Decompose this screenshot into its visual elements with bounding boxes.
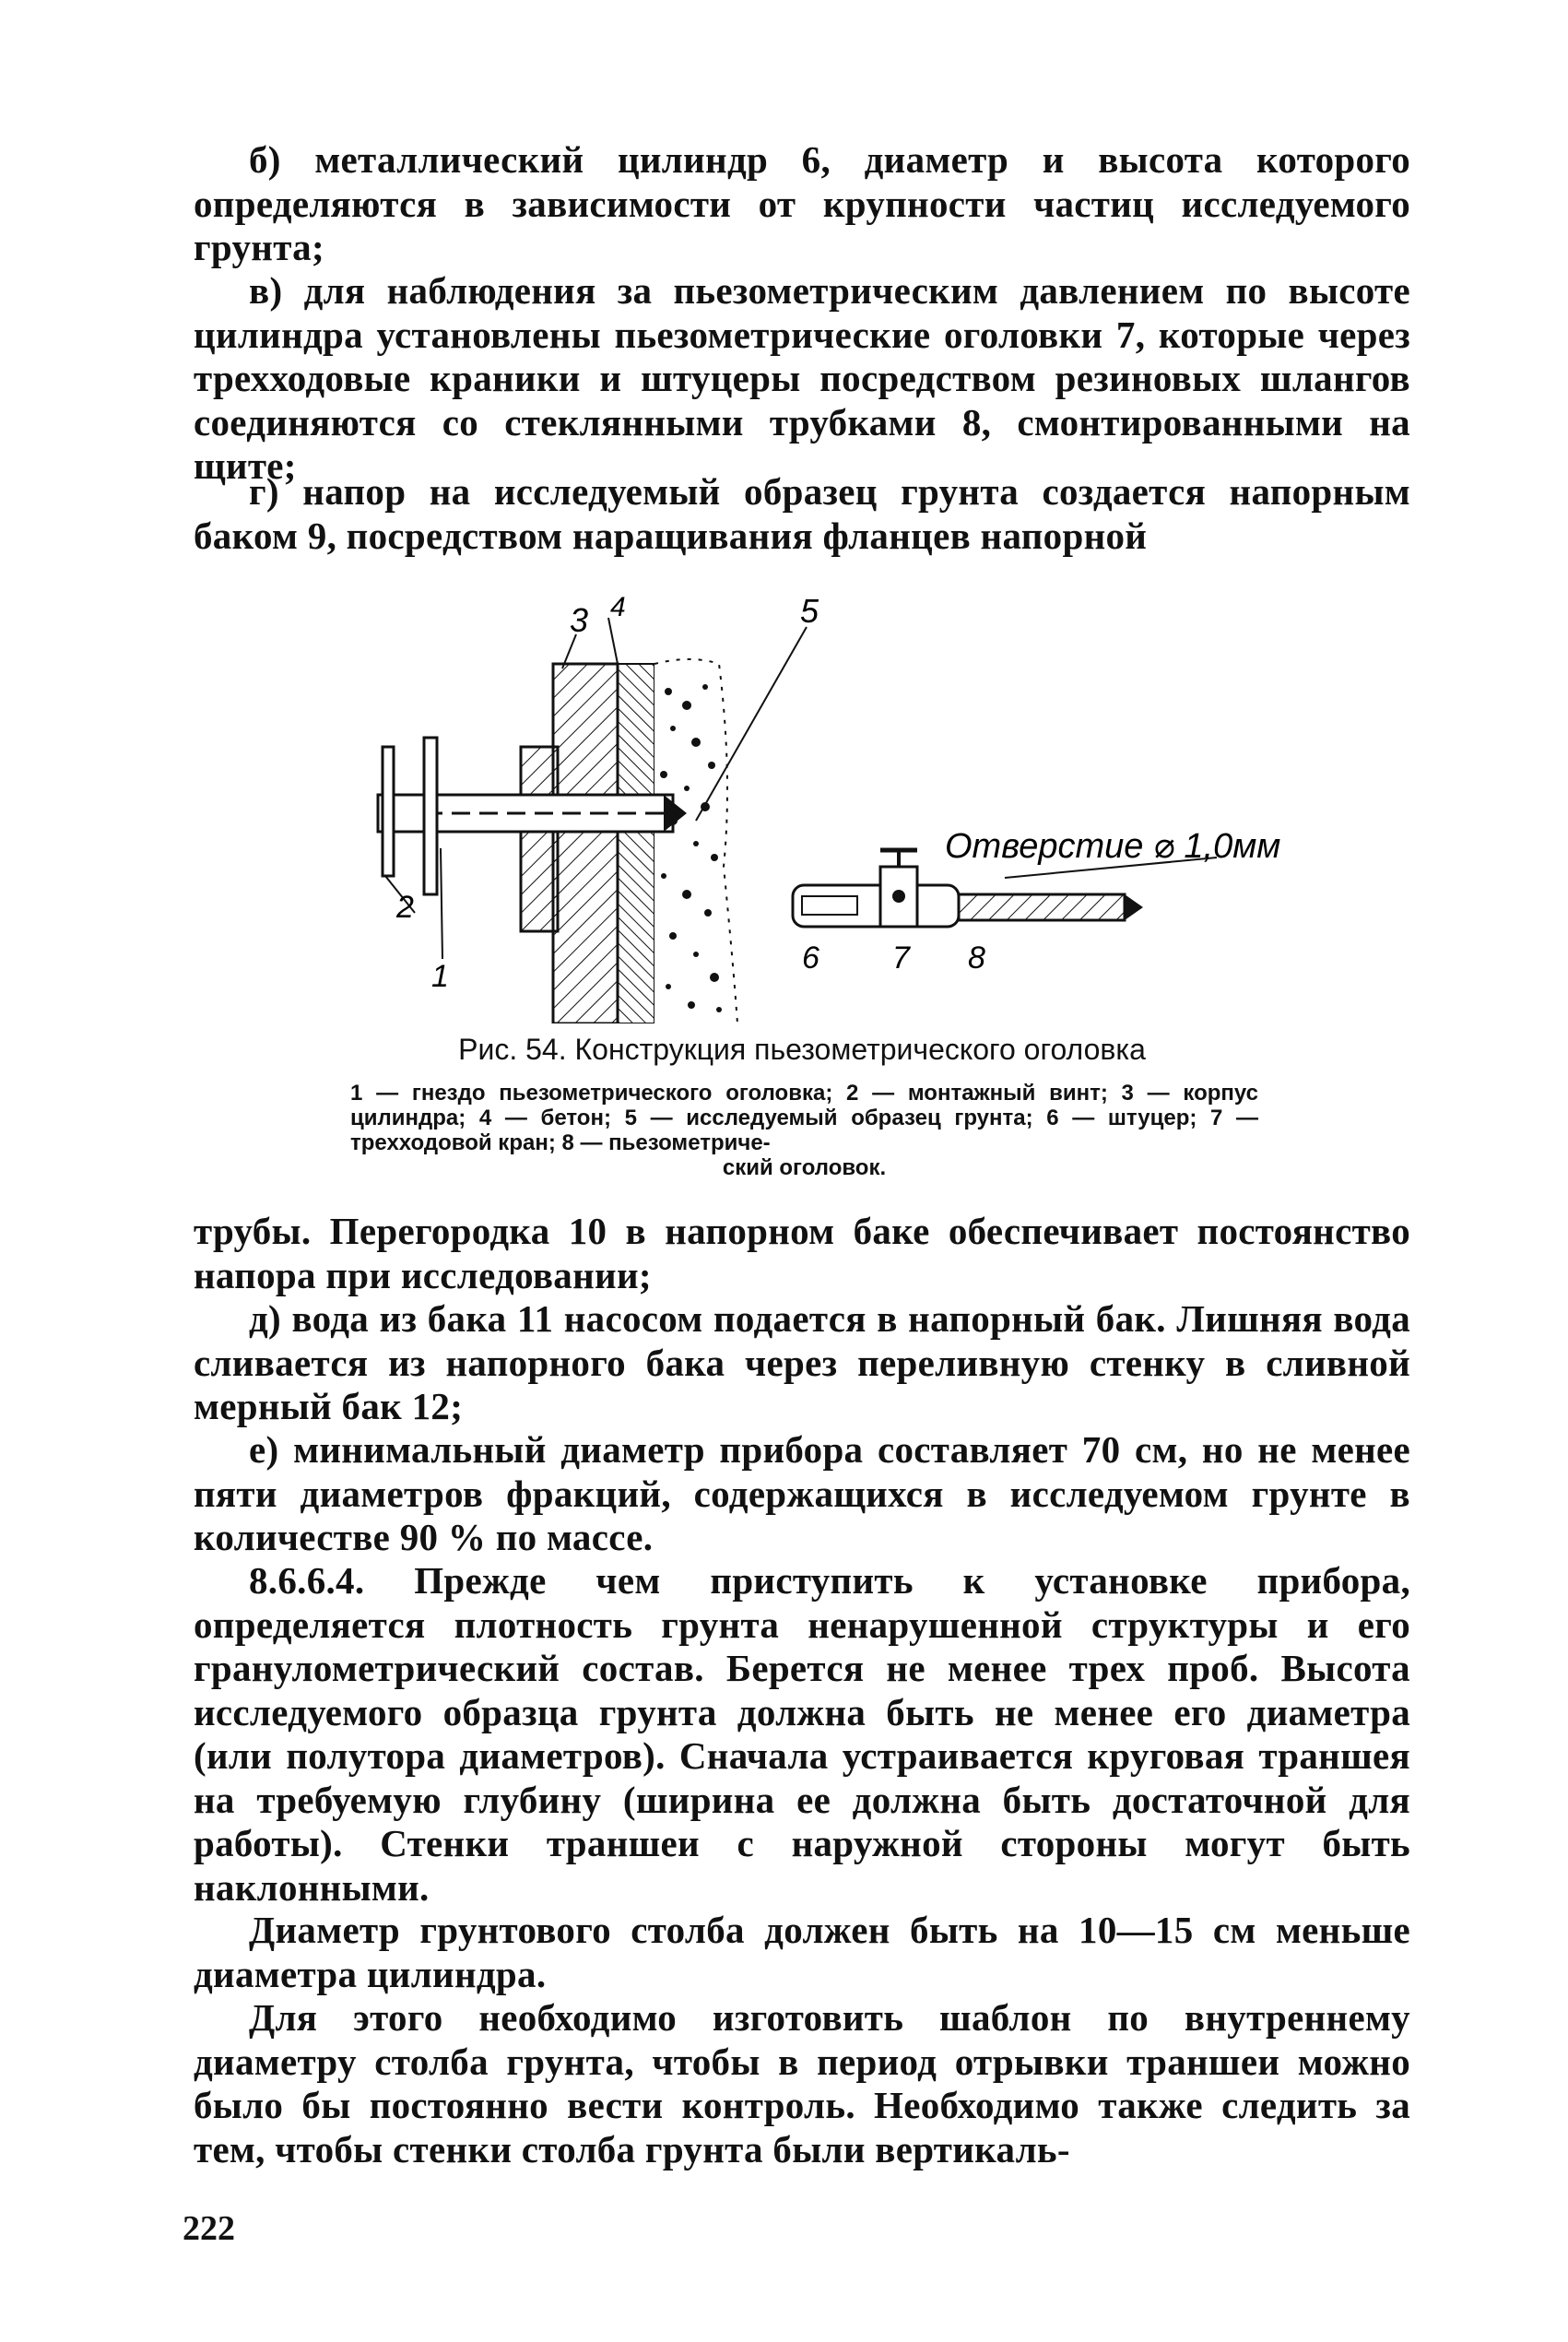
label-1: 1 — [431, 959, 449, 994]
concrete-layer — [618, 664, 654, 1023]
paragraph-b: б) металлический цилиндр 6, диаметр и высота которого определяются в зависимости от крупности частиц исследуемого грунта; — [194, 138, 1410, 268]
label-3: 3 — [570, 601, 589, 639]
figure-legend-last-line: ский оголовок. — [722, 1155, 887, 1180]
paragraph-e: е) минимальный диаметр прибора составляет 70 см, но не менее пяти диаметров фракций, содержащихся в исследуемом грунте в количестве 90 % по массе. — [194, 1428, 1410, 1558]
figure-caption-title: Рис. 54. Конструкция пьезометрического оголовка — [458, 1033, 1146, 1066]
paragraph-template: Для этого необходимо изготовить шаблон по внутреннему диаметру столба грунта, чтобы в период отрывки траншеи можно было бы постоянно вести контроль. Необходимо также следить за тем, чтобы стенки столба грунта были вертикаль- — [194, 1996, 1410, 2170]
paragraph-column-diameter: Диаметр грунтового столба должен быть на 10—15 см меньше диаметра цилиндра. — [194, 1909, 1410, 1995]
page-number: 222 — [183, 2209, 235, 2248]
label-4: 4 — [610, 592, 626, 622]
paragraph-g: г) напор на исследуемый образец грунта создается напорным баком 9, посредством наращивания фланцев напорной — [194, 470, 1410, 557]
paragraph-v: в) для наблюдения за пьезометрическим давлением по высоте цилиндра установлены пьезометрические оголовки 7, которые через трехходовые краники и штуцеры посредством резиновых шлангов соединяются со стеклянными трубками 8, смонтированными на щите; — [194, 269, 1410, 487]
label-7: 7 — [892, 940, 910, 976]
figure-legend-text: 1 — гнездо пьезометрического оголовка; 2 — монтажный винт; 3 — корпус цилиндра; 4 — бетон; 5 — исследуемый образец грунта; 6 — штуцер; 7 — трехходовой кран; 8 — пьезометриче- — [350, 1081, 1258, 1155]
figure-caption-legend — [350, 1081, 1258, 1180]
label-8: 8 — [968, 940, 985, 976]
paragraph-8-6-6-4: 8.6.6.4. Прежде чем приступить к установке прибора, определяется плотность грунта ненарушенной структуры и его гранулометрический состав. Берется не менее трех проб. Высота исследуемого образца грунта должна быть не менее его диаметра (или полутора диаметров). Сначала устраивается круговая траншея на требуемую глубину (ширина ее должна быть достаточной для работы). Стенки траншеи с наружной стороны могут быть наклонными. — [194, 1559, 1410, 1909]
figure-piezometric-head — [369, 590, 1291, 1023]
label-6: 6 — [802, 940, 819, 976]
label-5: 5 — [800, 592, 819, 630]
soil-sample — [654, 659, 737, 1023]
label-2: 2 — [396, 890, 414, 925]
paragraph-d: д) вода из бака 11 насосом подается в напорный бак. Лишняя вода сливается из напорного бака через переливную стенку в сливной мерный бак 12; — [194, 1297, 1410, 1427]
cylinder-wall — [521, 664, 618, 1023]
paragraph-continuation: трубы. Перегородка 10 в напорном баке обеспечивает постоянство напора при исследовании; — [194, 1210, 1410, 1296]
label-hole-diameter: Отверстие ⌀ 1,0мм — [945, 827, 1281, 866]
